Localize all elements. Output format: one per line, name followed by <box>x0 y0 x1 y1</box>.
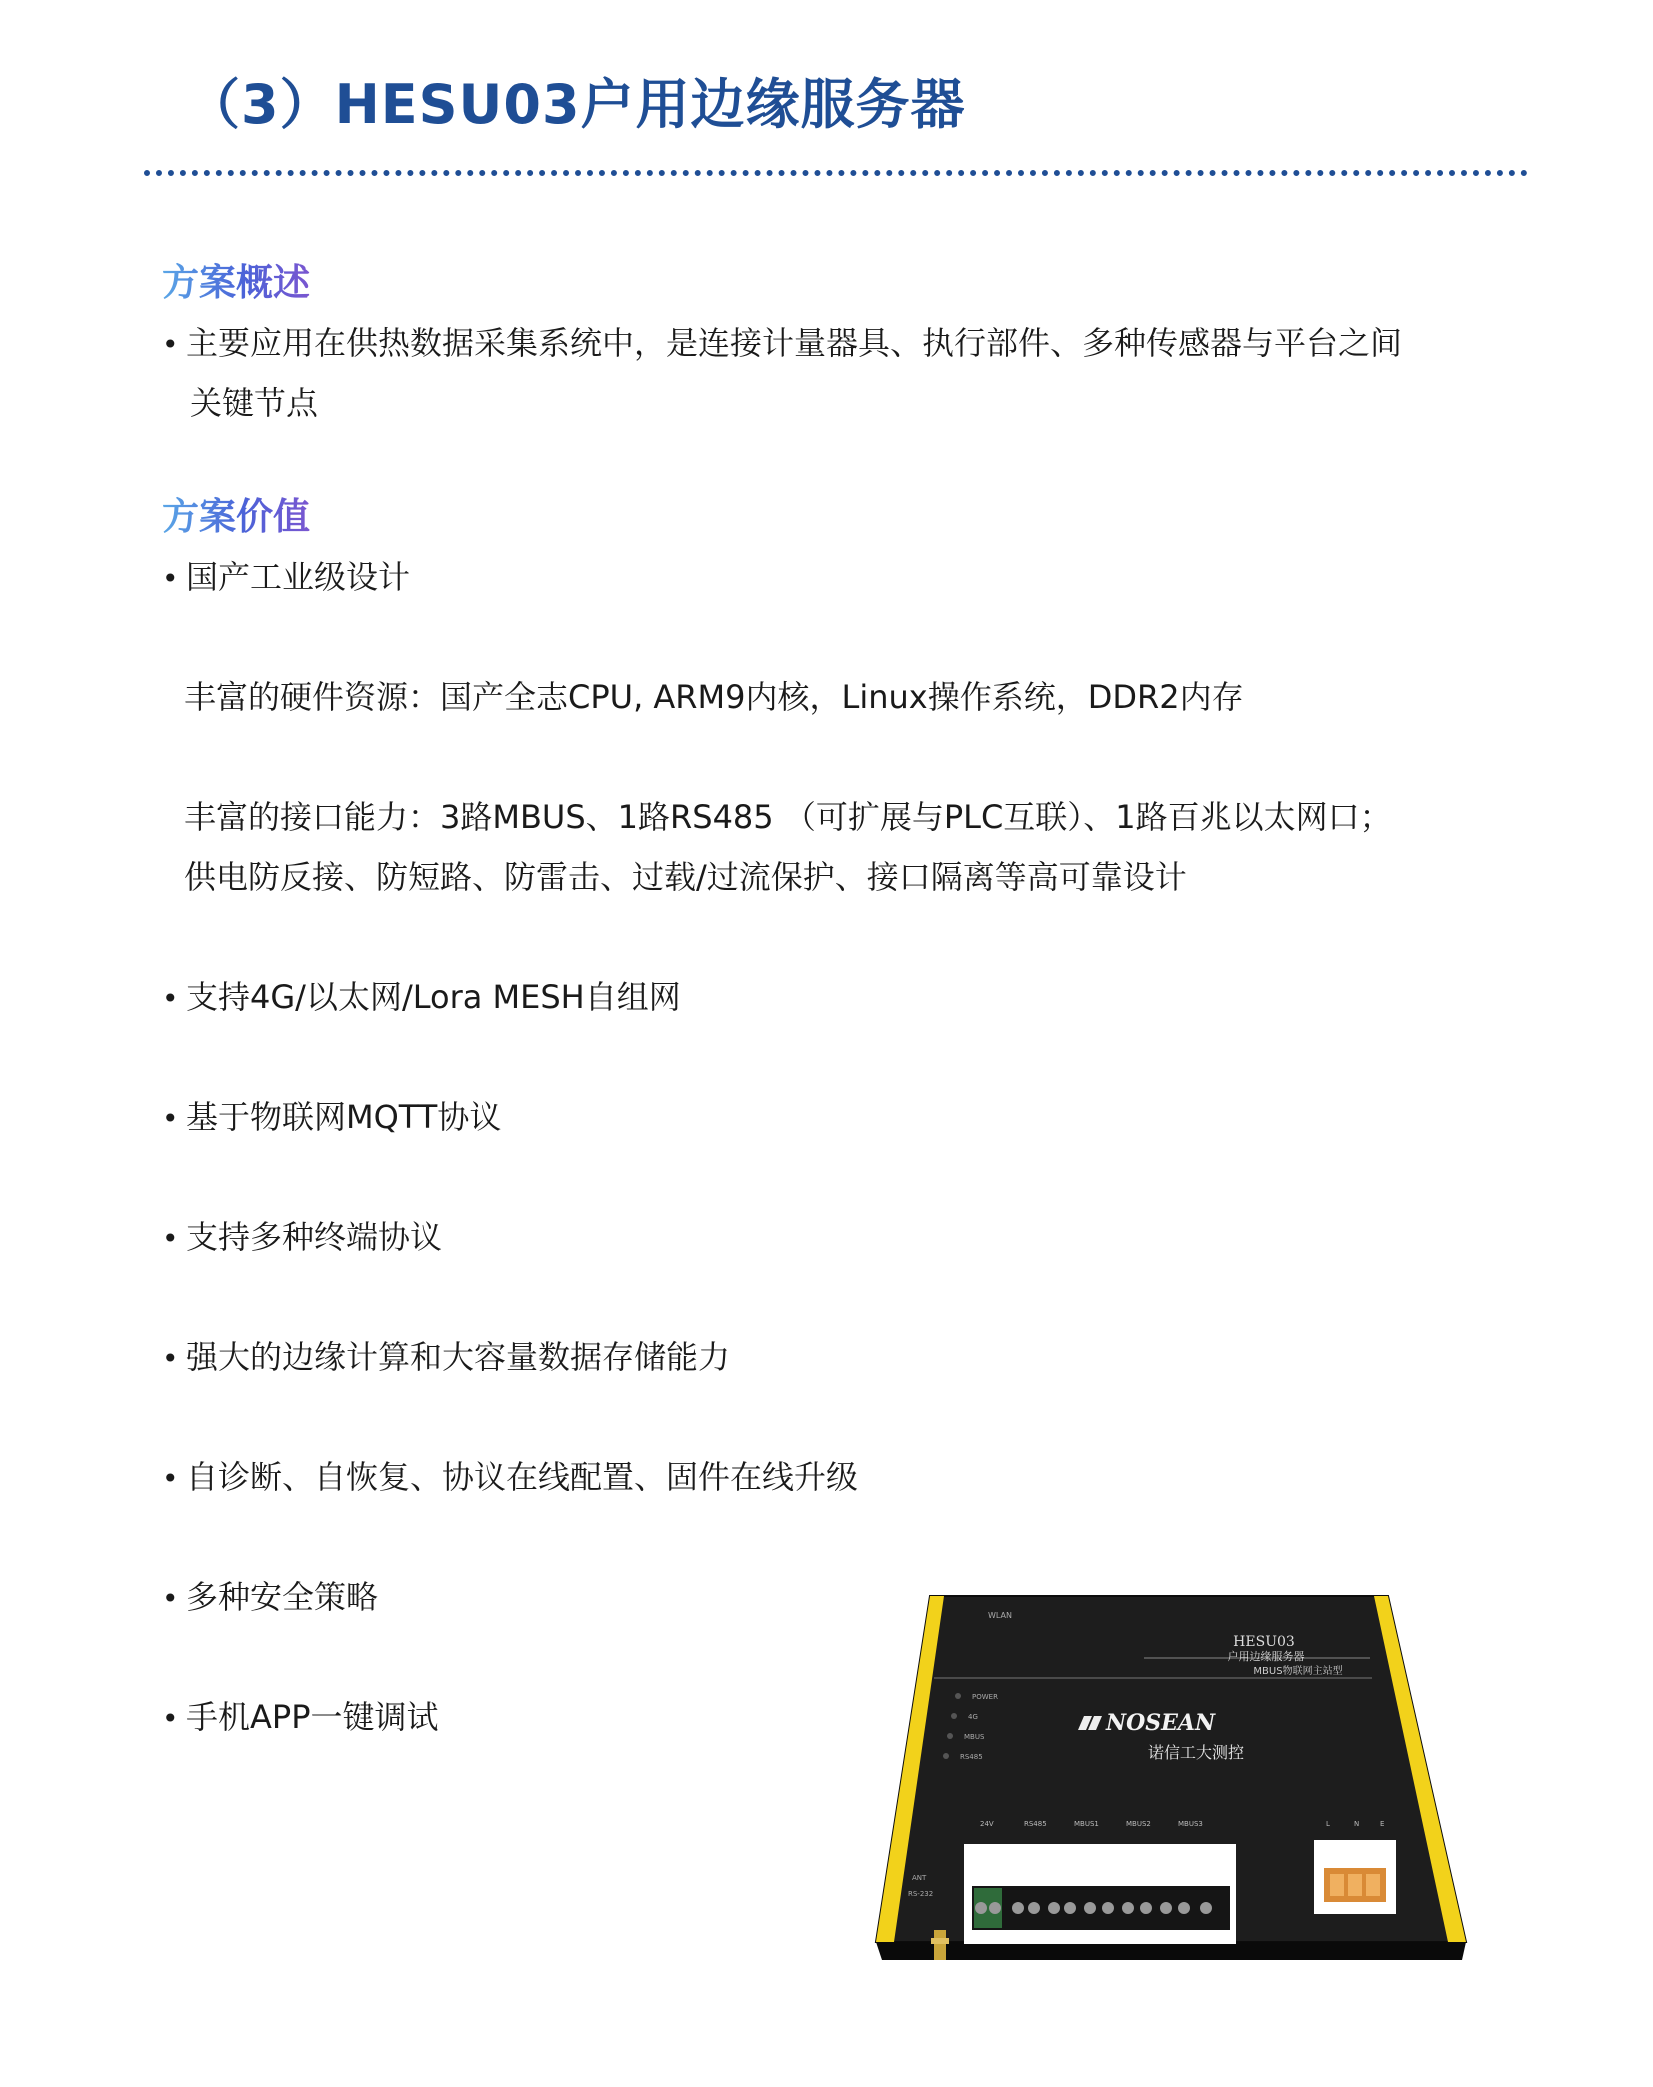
value-item-text: 支持多种终端协议 <box>186 1218 443 1256</box>
value-heading: 方案价值 <box>162 486 310 540</box>
port-n-label: N <box>1354 1820 1360 1828</box>
device-bottom-edge <box>876 1942 1466 1960</box>
value-bullet-4 <box>162 1212 442 1258</box>
value-interface-line1: 丰富的接口能力：3路MBUS、1路RS485 （可扩展与PLC互联）、1路百兆以太网口； <box>184 798 1392 836</box>
brand-cn: 诺信工大测控 <box>1148 1743 1245 1762</box>
bullet-dot: • <box>162 562 179 595</box>
brand-name: NOSEAN <box>1106 1710 1216 1736</box>
overview-heading: 方案概述 <box>162 252 310 306</box>
port-rs485-label: RS485 <box>1024 1820 1047 1828</box>
led-power-label: POWER <box>972 1693 998 1701</box>
device-type: MBUS物联网主站型 <box>1253 1666 1343 1677</box>
bullet-dot: • <box>162 982 179 1015</box>
bullet-dot: • <box>162 1222 179 1255</box>
title-divider <box>144 170 1528 176</box>
bullet-dot: • <box>162 1102 179 1135</box>
value-item-text: 自诊断、自恢复、协议在线配置、固件在线升级 <box>186 1458 859 1496</box>
value-bullet-6 <box>162 1452 858 1498</box>
bullet-dot: • <box>162 1462 179 1495</box>
value-interface-line2: 供电防反接、防短路、防雷击、过载/过流保护、接口隔离等高可靠设计 <box>184 858 1187 896</box>
port-24v-label: 24V <box>980 1820 994 1828</box>
bullet-dot: • <box>162 1582 179 1615</box>
value-item-text: 多种安全策略 <box>186 1578 379 1616</box>
rs232-label: RS-232 <box>908 1890 934 1898</box>
value-bullet-7 <box>162 1572 378 1618</box>
value-bullet-5 <box>162 1332 730 1378</box>
value-bullet-8 <box>162 1692 439 1738</box>
overview-bullet <box>162 318 1402 364</box>
ant-label: ANT <box>912 1874 927 1882</box>
value-hardware-line: 丰富的硬件资源：国产全志CPU, ARM9内核，Linux操作系统，DDR2内存 <box>184 678 1244 716</box>
value-item-text: 手机APP一键调试 <box>186 1698 439 1736</box>
bullet-dot: • <box>162 1702 179 1735</box>
led-4g-label: 4G <box>968 1713 978 1721</box>
value-item-text: 国产工业级设计 <box>186 558 411 596</box>
led-mbus-label: MBUS <box>964 1733 985 1741</box>
wlan-label: WLAN <box>988 1611 1013 1620</box>
value-bullet-2 <box>162 972 681 1018</box>
value-item-text: 基于物联网MQTT协议 <box>186 1098 502 1136</box>
device-name: 户用边缘服务器 <box>1227 1650 1305 1663</box>
device-photo <box>868 1590 1508 1970</box>
port-l-label: L <box>1326 1820 1330 1828</box>
port-mbus3-label: MBUS3 <box>1178 1820 1203 1828</box>
port-mbus2-label: MBUS2 <box>1126 1820 1151 1828</box>
bullet-dot: • <box>162 328 179 361</box>
bullet-dot: • <box>162 1342 179 1375</box>
value-bullet-3 <box>162 1092 501 1138</box>
page-title: （3）HESU03户用边缘服务器 <box>186 73 966 136</box>
terminal-block <box>972 1886 1230 1930</box>
device-model: HESU03 <box>1233 1634 1295 1650</box>
value-bullet-1 <box>162 552 410 598</box>
port-e-label: E <box>1380 1820 1385 1828</box>
overview-text-line2: 关键节点 <box>190 384 319 422</box>
port-mbus1-label: MBUS1 <box>1074 1820 1099 1828</box>
overview-text-line1: 主要应用在供热数据采集系统中，是连接计量器具、执行部件、多种传感器与平台之间 <box>186 324 1403 362</box>
device-illustration <box>868 1590 1508 1970</box>
led-rs485-label: RS485 <box>960 1753 983 1761</box>
value-item-text: 强大的边缘计算和大容量数据存储能力 <box>186 1338 731 1376</box>
value-item-text: 支持4G/以太网/Lora MESH自组网 <box>186 978 681 1016</box>
